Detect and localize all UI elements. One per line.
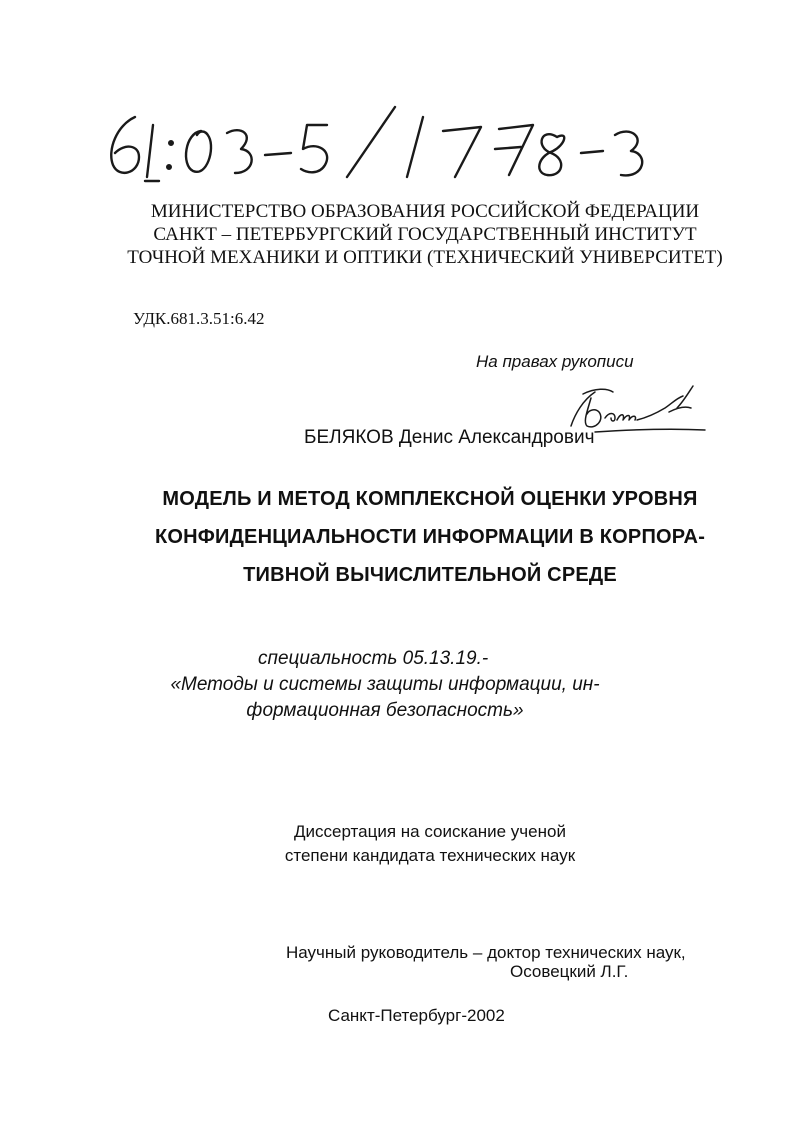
udk-code: УДК.681.3.51:6.42 [133,309,265,328]
specialty-code: специальность 05.13.19.- [258,648,489,669]
degree-statement [240,820,620,868]
specialty-name-line: «Методы и системы защиты информации, ин- [170,674,600,695]
handwritten-archive-number [95,95,655,190]
title-line: КОНФИДЕНЦИАЛЬНОСТИ ИНФОРМАЦИИ В КОРПОРА- [154,526,706,548]
handwritten-number-drawing [95,95,655,190]
specialty-name [130,672,640,724]
title-line: МОДЕЛЬ И МЕТОД КОМПЛЕКСНОЙ ОЦЕНКИ УРОВНЯ [162,488,698,510]
ministry-header [100,200,750,269]
supervisor-role: Научный руководитель – доктор технических наук, [286,943,686,962]
ministry-line: САНКТ – ПЕТЕРБУРГСКИЙ ГОСУДАРСТВЕННЫЙ ИНСТИТУТ [153,224,697,245]
supervisor-name: Осовецкий Л.Г. [510,962,629,981]
dissertation-title [80,480,780,594]
author-name: БЕЛЯКОВ Денис Александрович [304,427,595,448]
degree-line: Диссертация на соискание ученой [294,822,566,841]
manuscript-rights-note: На правах рукописи [476,352,634,371]
city-year: Санкт-Петербург-2002 [328,1006,505,1025]
specialty-name-line: формационная безопасность» [246,700,524,721]
title-line: ТИВНОЙ ВЫЧИСЛИТЕЛЬНОЙ СРЕДЕ [243,564,617,586]
degree-line: степени кандидата технических наук [284,846,576,865]
ministry-line: МИНИСТЕРСТВО ОБРАЗОВАНИЯ РОССИЙСКОЙ ФЕДЕРАЦИИ [150,201,700,222]
ministry-line: ТОЧНОЙ МЕХАНИКИ И ОПТИКИ (ТЕХНИЧЕСКИЙ УНИВЕРСИТЕТ) [127,247,723,268]
